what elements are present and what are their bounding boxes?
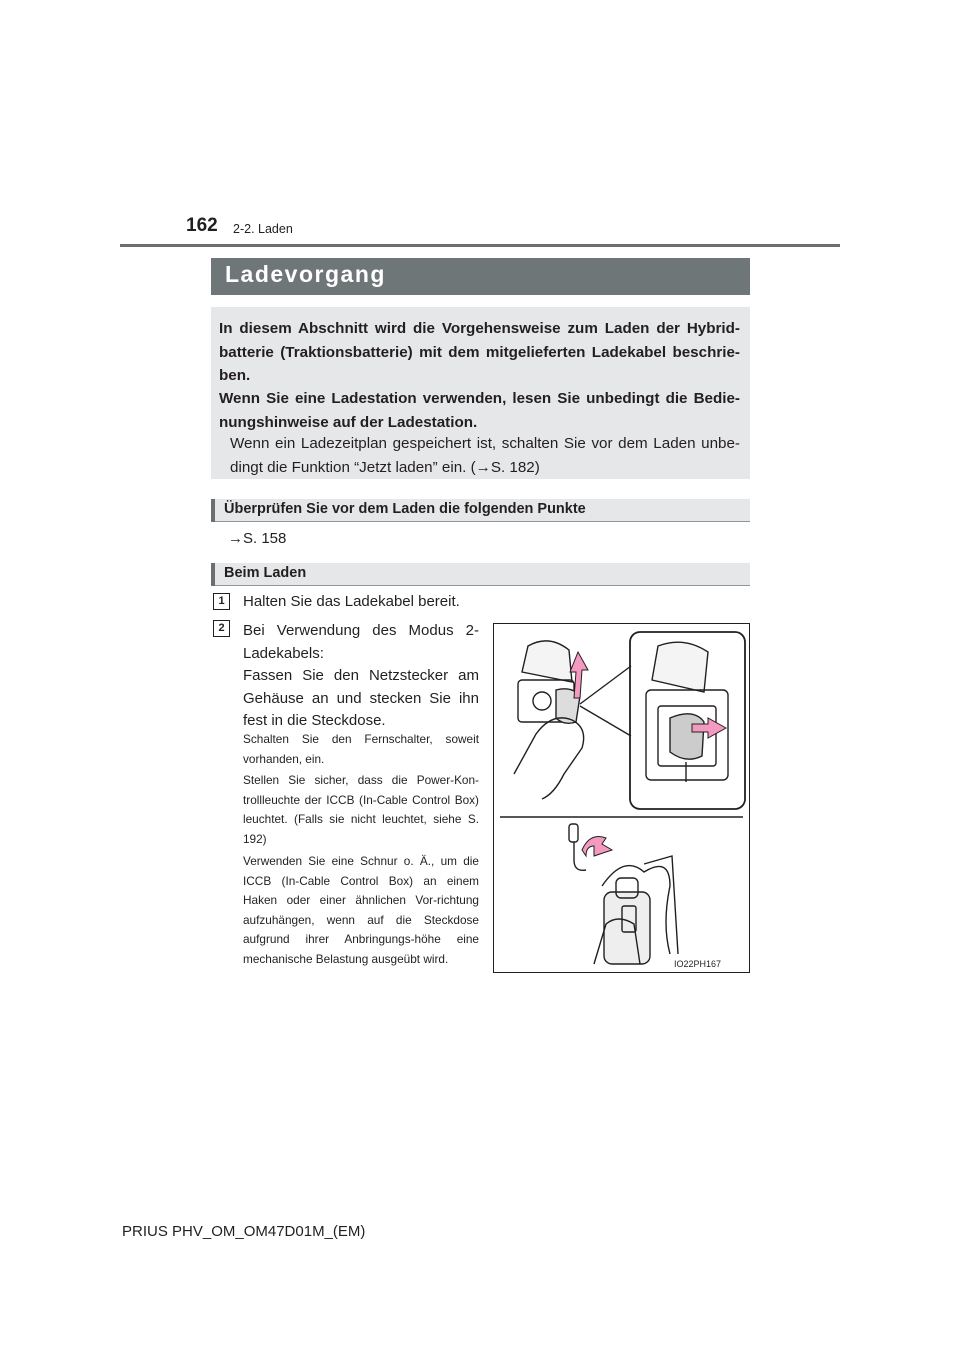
step-2-line-1: Bei Verwendung des Modus 2-Ladekabels: bbox=[243, 622, 479, 662]
note-1: Schalten Sie den Fernschalter, soweit vorhanden, ein. bbox=[243, 732, 479, 766]
charging-illustration bbox=[493, 623, 750, 973]
step-1-text: Halten Sie das Ladekabel bereit. bbox=[243, 593, 460, 610]
page-reference: →S. 158 bbox=[228, 530, 287, 547]
header-divider bbox=[120, 244, 840, 247]
step-2-text bbox=[243, 620, 479, 733]
figure-code: IO22PH167 bbox=[674, 959, 722, 969]
title-bar bbox=[211, 258, 750, 295]
section-label: 2-2. Laden bbox=[233, 222, 293, 236]
note-2: Stellen Sie sicher, dass die Power-Kon-trollleuchte der ICCB (In-Cable Control Box) leuchtet. (Falls sie nicht leuchtet, siehe S. 192) bbox=[243, 773, 479, 846]
page-title: Ladevorgang bbox=[225, 261, 386, 287]
intro-note: Wenn ein Ladezeitplan gespeichert ist, schalten Sie vor dem Laden unbe-dingt die Funktion “Jetzt laden” ein. (→S. 182) bbox=[230, 435, 740, 476]
subsection-title: Überprüfen Sie vor dem Laden die folgenden Punkte bbox=[224, 501, 586, 517]
subsection-title: Beim Laden bbox=[224, 565, 307, 581]
step-number-1: 1 bbox=[213, 593, 230, 610]
page-number: 162 bbox=[186, 215, 218, 236]
subsection-header-charging bbox=[211, 563, 750, 586]
step-2-line-2: Fassen Sie den Netzstecker am Gehäuse an und stecken Sie ihn fest in die Steckdose. bbox=[243, 667, 479, 729]
note-3: Verwenden Sie eine Schnur o. Ä., um die ICCB (In-Cable Control Box) an einem Haken oder einer ähnlichen Vor-richtung aufzuhängen, wenn auf die Steckdose aufgrund ihrer Anbringungs-höhe eine mechanische Belastung ausgeübt wird. bbox=[243, 854, 479, 966]
intro-paragraph-1: In diesem Abschnitt wird die Vorgehensweise zum Laden der Hybrid-batterie (Traktionsbatterie) mit dem mitgelieferten Ladekabel beschrie-ben. bbox=[219, 320, 740, 384]
intro-paragraph-2: Wenn Sie eine Ladestation verwenden, lesen Sie unbedingt die Bedie-nungshinweise auf der Ladestation. bbox=[219, 390, 740, 431]
subsection-header-check bbox=[211, 499, 750, 522]
intro-box bbox=[211, 307, 750, 479]
illustration-svg bbox=[494, 624, 749, 972]
footer-document-id: PRIUS PHV_OM_OM47D01M_(EM) bbox=[122, 1223, 366, 1240]
step-number-2: 2 bbox=[213, 620, 230, 637]
